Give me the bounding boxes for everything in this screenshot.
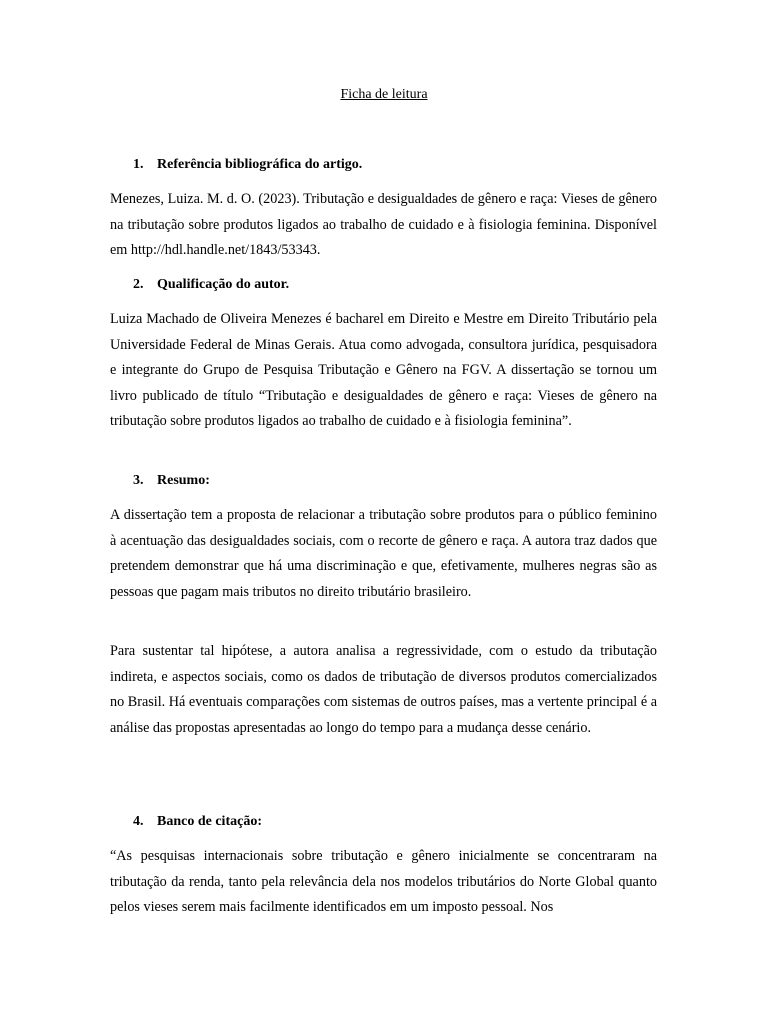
section-number: 2. bbox=[133, 277, 144, 292]
document-title: Ficha de leitura bbox=[340, 87, 428, 102]
section-heading-4 bbox=[133, 813, 262, 831]
section-number: 4. bbox=[133, 814, 144, 829]
section-heading-2 bbox=[133, 276, 289, 294]
section-heading-1 bbox=[133, 156, 362, 174]
paragraph-reference: Menezes, Luiza. M. d. O. (2023). Tributação e desigualdades de gênero e raça: Vieses de gênero na tributação sobre produtos ligados ao trabalho de cuidado e à fisiologia feminina. Disponível em http://hdl.handle.net/1843/53343. bbox=[110, 191, 657, 258]
section-title: Banco de citação: bbox=[157, 814, 262, 829]
section-number: 1. bbox=[133, 157, 144, 172]
section-number: 3. bbox=[133, 473, 144, 488]
paragraph-quote: “As pesquisas internacionais sobre tributação e gênero inicialmente se concentraram na tributação da renda, tanto pela relevância dela nos modelos tributários do Norte Global quanto pelos vieses serem mais facilmente identificados em um imposto pessoal. Nos bbox=[110, 848, 657, 915]
section-title: Referência bibliográfica do artigo. bbox=[157, 157, 363, 172]
section-title: Resumo: bbox=[157, 473, 210, 488]
paragraph-author: Luiza Machado de Oliveira Menezes é bacharel em Direito e Mestre em Direito Tributário pela Universidade Federal de Minas Gerais. Atua como advogada, consultora jurídica, pesquisadora e integrante do Grupo de Pesquisa Tributação e Gênero na FGV. A dissertação se tornou um livro publicado de título “Tributação e desigualdades de gênero e raça: Vieses de gênero na tributação sobre produtos ligados ao trabalho de cuidado e à fisiologia feminina”. bbox=[110, 311, 657, 429]
paragraph-summary-2: Para sustentar tal hipótese, a autora analisa a regressividade, com o estudo da tributação indireta, e aspectos sociais, como os dados de tributação de diversos produtos comercializados no Brasil. Há eventuais comparações com sistemas de outros países, mas a vertente principal é a análise das propostas apresentadas ao longo do tempo para a mudança desse cenário. bbox=[110, 643, 657, 736]
section-heading-3 bbox=[133, 472, 210, 490]
section-title: Qualificação do autor. bbox=[157, 277, 290, 292]
paragraph-summary-1: A dissertação tem a proposta de relacionar a tributação sobre produtos para o público feminino à acentuação das desigualdades sociais, com o recorte de gênero e raça. A autora traz dados que pretendem demonstrar que há uma discriminação e que, efetivamente, mulheres negras são as pessoas que pagam mais tributos no direito tributário brasileiro. bbox=[110, 507, 657, 600]
